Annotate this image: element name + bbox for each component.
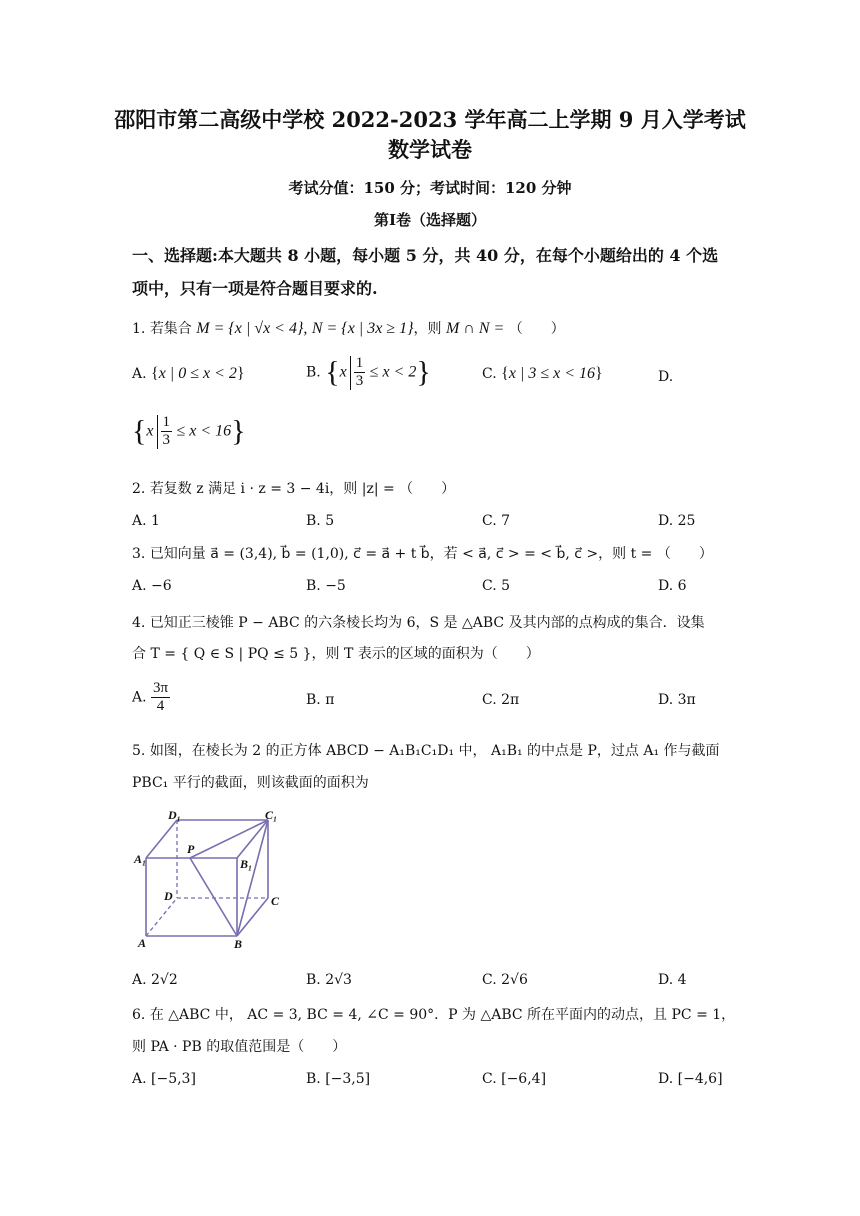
question-number: 1. [132,321,146,337]
edge-pc1 [190,820,268,858]
question-3 [132,543,713,563]
exam-subject-title: 数学试卷 [388,137,472,162]
option-value: x | 3 ≤ x < 16 [508,365,595,382]
question-text: 若复数 z 满足 i · z = 3 − 4i，则 |z| = （ ） [149,481,456,497]
option-c: C. 2π [482,692,520,708]
label-d1: D₁ [168,808,181,822]
option-a: A. −6 [132,578,172,594]
question-text: 已知正三棱锥 P − ABC 的六条棱长均为 6，S 是 △ABC 及其内部的点构成的集合．设集 [149,615,705,631]
question-6 [132,1004,735,1024]
option-label: A. [132,689,147,706]
option-d-label: D. [658,369,674,385]
option-value: ≤ x < 16 [176,422,232,440]
exam-info: 考试分值：150 分；考试时间：120 分钟 [288,179,572,197]
section-heading-line2: 项中，只有一项是符合题目要求的. [132,279,378,298]
label-c: C [271,894,280,908]
option-a [132,680,170,715]
option-c: C. [−6,4] [482,1071,547,1087]
option-b: B. [−3,5] [306,1071,371,1087]
question-text: 若集合 [149,321,192,337]
option-d: D. 3π [658,692,696,708]
option-value: x | 0 ≤ x < 2 [158,365,237,382]
fraction: $\frac{1}{3}$ [355,355,364,389]
option-label: C. [482,366,497,382]
intersection-expr: M ∩ N = [445,320,505,337]
question-1 [132,318,565,338]
section-heading-line1: 一、选择题:本大题共 8 小题，每小题 5 分，共 40 分，在每个小题给出的 4 个选 [132,246,719,265]
volume-heading: 第Ⅰ卷（选择题） [373,211,487,229]
label-a1: A₁ [134,852,147,866]
option-a: A. 2√2 [132,972,178,988]
label-b1: B₁ [240,857,253,871]
option-d: D. [−4,6] [658,1071,723,1087]
question-2 [132,478,455,498]
question-5 [132,740,720,760]
set-m: M = {x | √x < 4}, [196,320,308,337]
option-c: C. 5 [482,578,511,594]
option-c: C. {x | 3 ≤ x < 16} [482,365,603,382]
option-var: x [339,363,347,381]
label-b: B [234,937,243,950]
option-label: A. [132,366,147,382]
option-b: B. 2√3 [306,972,352,988]
fraction: $\frac{1}{3}$ [162,414,171,448]
option-label: B. [306,364,321,381]
question-text: 在 △ABC 中， AC = 3, BC = 4, ∠C = 90°．P 为 △ABC 所在平面内的动点，且 PC = 1， [149,1007,736,1023]
question-number: 3. [132,546,146,562]
label-c1: C₁ [265,808,278,822]
option-c: C. 2√6 [482,972,528,988]
option-d: D. 4 [658,972,687,988]
option-d: D. 25 [658,513,696,529]
question-6-line2: 则 PA · PB 的取值范围是（ ） [132,1039,347,1055]
question-text: 已知向量 a⃗ = (3,4), b⃗ = (1,0), c⃗ = a⃗ + t b⃗，若 < a⃗, c⃗ > = < b⃗, c⃗ >，则 t = （ ） [149,546,713,562]
edge-pb [190,858,237,936]
edge-a1d1 [146,820,177,858]
question-number: 2. [132,481,146,497]
option-c: C. 7 [482,513,511,529]
answer-blank: （ ） [508,321,565,337]
option-d: D. 6 [658,578,687,594]
edge-bc1 [237,820,268,936]
question-number: 4. [132,615,146,631]
exam-title: 邵阳市第二高级中学校 2022-2023 学年高二上学期 9 月入学考试 [114,107,746,132]
label-d: D [164,889,173,903]
option-b: B. −5 [306,578,346,594]
option-value: ≤ x < 2 [369,363,417,381]
edge-ad-hidden [146,898,177,936]
question-number: 6. [132,1007,146,1023]
label-a: A [138,936,147,950]
option-var: x [146,422,154,440]
option-b: B. π [306,692,335,708]
question-number: 5. [132,743,146,759]
question-text: 如图，在棱长为 2 的正方体 ABCD − A₁B₁C₁D₁ 中， A₁B₁ 的中点是 P，过点 A₁ 作与截面 [149,743,720,759]
option-d: {x $\frac{1}{3}$ ≤ x < 16} [132,414,246,448]
option-a: A. {x | 0 ≤ x < 2} [132,365,245,382]
question-5-line2: PBC₁ 平行的截面，则该截面的面积为 [132,775,369,791]
set-n: N = {x | 3x ≥ 1} [311,320,414,337]
question-4-line2: 合 T = { Q ∈ S | PQ ≤ 5 }，则 T 表示的区域的面积为（ ） [132,646,540,662]
question-4 [132,612,705,632]
option-b: B. {x $\frac{1}{3}$ ≤ x < 2} [306,355,431,389]
option-b: B. 5 [306,513,335,529]
question-text: ，则 [413,321,442,337]
label-p: P [187,842,195,856]
option-a: A. [−5,3] [132,1071,196,1087]
cube-figure [132,808,292,950]
option-a: A. 1 [132,513,160,529]
fraction: $\frac{3\pi}{4}$ [153,680,169,714]
